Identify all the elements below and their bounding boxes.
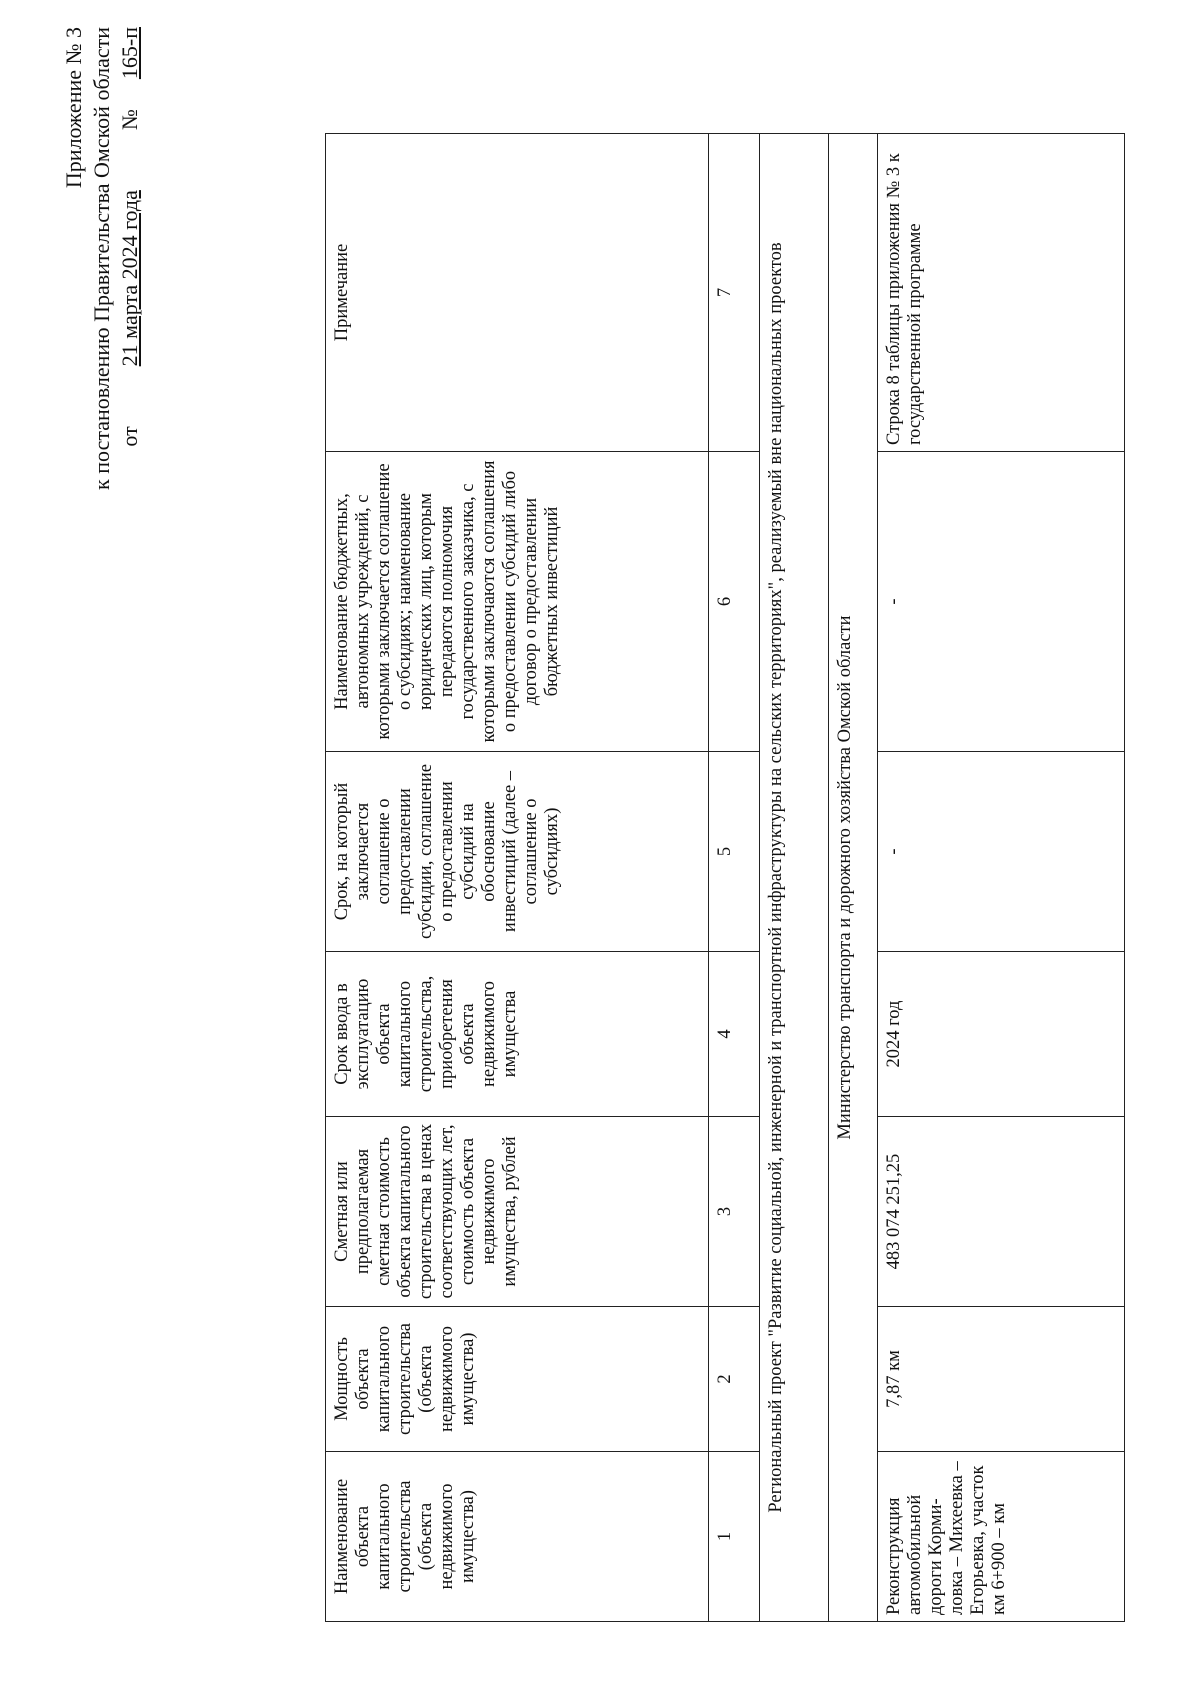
- column-number: 1: [709, 1452, 760, 1622]
- number-label: №: [117, 109, 142, 131]
- section-title: Региональный проект "Развитие социальной, инженерной и транспортной инфраструктуры на сельских территориях", реализуемый вне национальных проектов: [760, 134, 829, 1622]
- header-cell-name: Наименование объекта капитального строительства (объекта недвижимого имущества): [326, 1452, 709, 1622]
- header-cell-cost: Сметная или предполагаемая сметная стоимость объекта капитального строительства в ценах соответствующих лет, стоимость объекта недвижимого имущества, рублей: [326, 1117, 709, 1307]
- section-row: [760, 134, 829, 1622]
- agreement-term-cell: -: [878, 752, 1125, 952]
- ministry-row: [829, 134, 878, 1622]
- decree-date-line: [116, 27, 144, 497]
- header-cell-agreement-term: Срок, на который заключается соглашение о предоставлении субсидии, соглашение о предоставлении субсидий на обоснование инвестиций (далее – соглашение о субсидиях): [326, 752, 709, 952]
- document-header: [60, 27, 144, 497]
- table-row: [878, 134, 1125, 1622]
- object-name-cell: Реконструкция автомобильной дороги Корми-ловка – Михеевка – Егорьевка, участок км 6+900 – км: [878, 1452, 1125, 1622]
- column-numbers-row: [709, 134, 760, 1622]
- cost-cell: 483 074 251,25: [878, 1117, 1125, 1307]
- decree-number: 165-п: [117, 27, 142, 80]
- column-number: 2: [709, 1307, 760, 1452]
- table-header-row: [326, 134, 709, 1622]
- column-number: 3: [709, 1117, 760, 1307]
- decree-date: 21 марта 2024 года: [117, 190, 142, 367]
- institutions-cell: -: [878, 452, 1125, 752]
- note-cell: Строка 8 таблицы приложения № 3 к государственной программе: [878, 134, 1125, 452]
- column-number: 4: [709, 952, 760, 1117]
- commissioning-cell: 2024 год: [878, 952, 1125, 1117]
- column-number: 7: [709, 134, 760, 452]
- column-number: 6: [709, 452, 760, 752]
- header-cell-note: Примечание: [326, 134, 709, 452]
- from-label: от: [117, 426, 142, 447]
- ministry-name: Министерство транспорта и дорожного хозяйства Омской области: [829, 134, 878, 1622]
- header-cell-commissioning: Срок ввода в эксплуатацию объекта капитального строительства, приобретения объекта недвижимого имущества: [326, 952, 709, 1117]
- appendix-title: Приложение № 3: [61, 27, 86, 189]
- header-cell-capacity: Мощность объекта капитального строительства (объекта недвижимого имущества): [326, 1307, 709, 1452]
- decree-reference: к постановлению Правительства Омской области: [89, 27, 114, 490]
- column-number: 5: [709, 752, 760, 952]
- capacity-cell: 7,87 км: [878, 1307, 1125, 1452]
- investment-objects-table: [325, 133, 1125, 1622]
- header-cell-institutions: Наименование бюджетных, автономных учреждений, с которыми заключается соглашение о субсидиях; наименование юридических лиц, которым передаются полномочия государственного заказчика, с которыми заключаются соглашения о предоставлении субсидий либо договор о предоставлении бюджетных инвестиций: [326, 452, 709, 752]
